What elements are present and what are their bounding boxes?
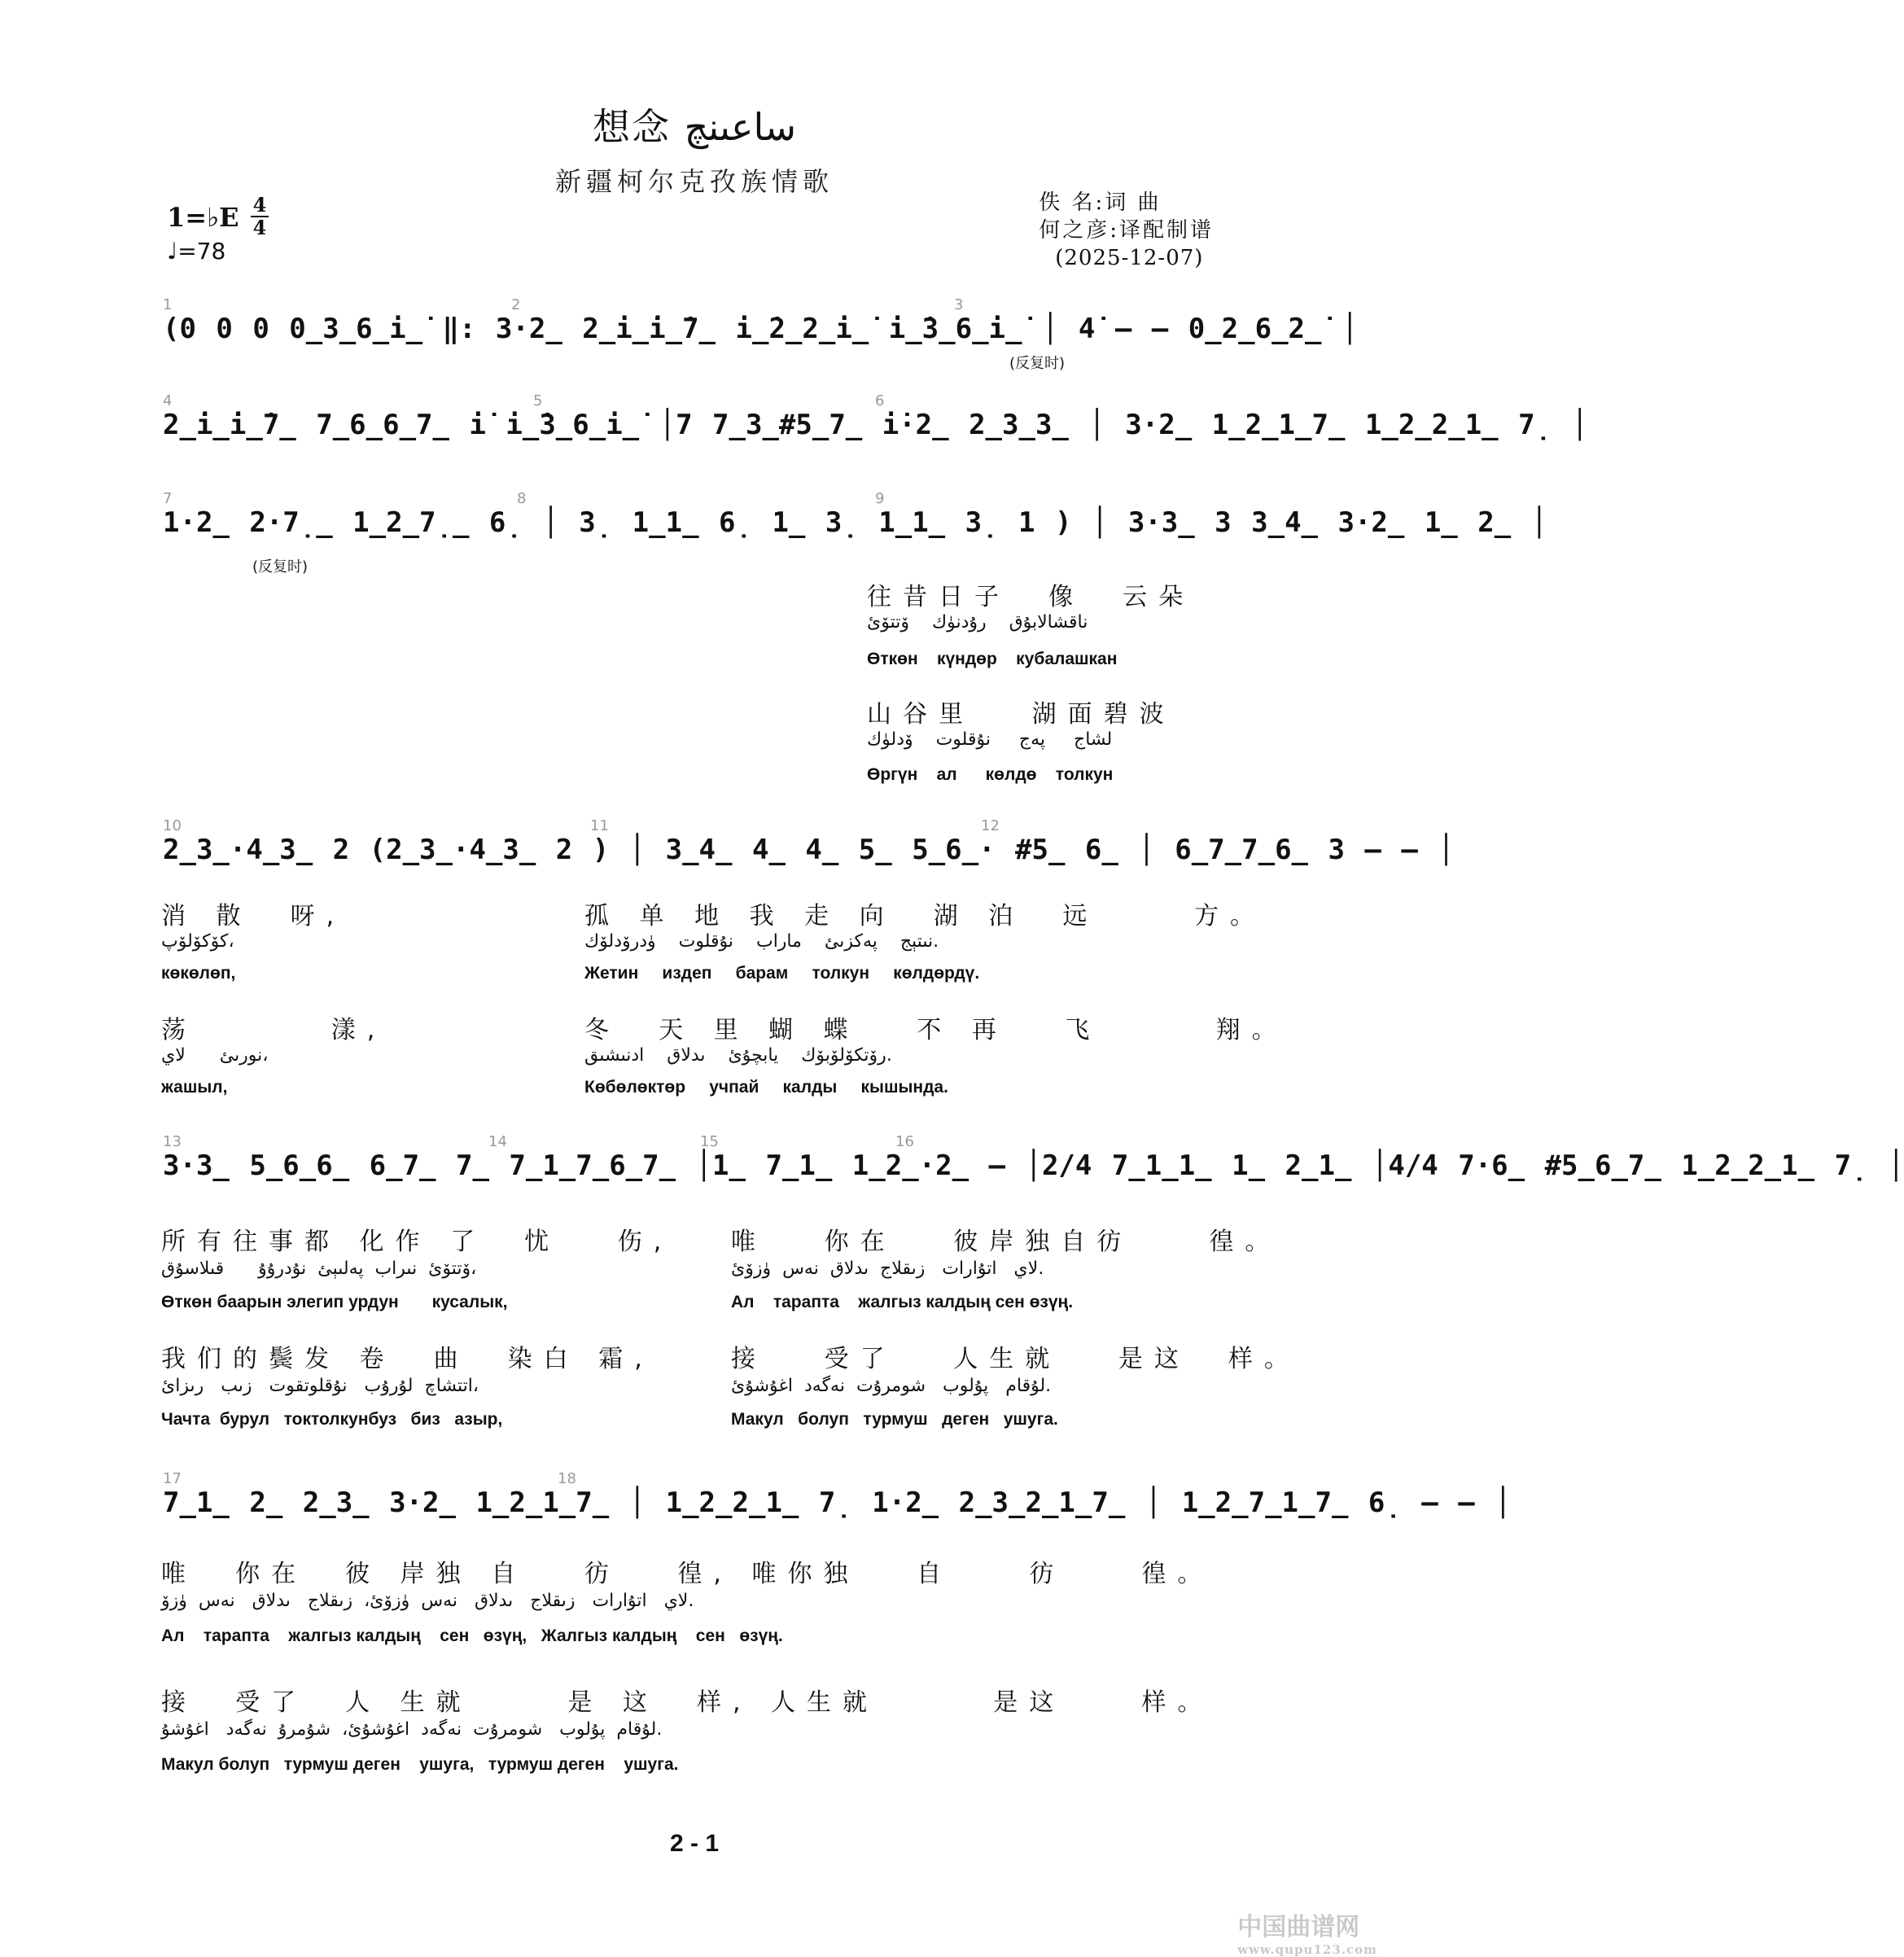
notation-line: 2̲̇i̲̇i̲̇7̲ 7̲6̲6̲7̲ i̇ i̲̇3̲6̲i̲̇ │7 7̲3̲#5̲7̲ i̇·2̲ 2̲3̲3̲ │ 3·2̲ 1̲2̲1̲7̲ 1̲2̲2̲1̲ 7̣ │ <box>163 409 1588 441</box>
lyric-uyghur: لاي اتۇارات زىقلاج ىدلاق نەس ۈزۆئ، زىقلاج ىدلاق نەس ۈزۆ. <box>161 1591 694 1611</box>
lyric-chinese: 荡 漾, <box>161 1016 387 1044</box>
page-number: 2 - 1 <box>669 1830 720 1857</box>
notation-line: 1·2̲ 2·7̣̲ 1̲2̲7̣̲ 6̣ │ 3̣ 1̲1̲ 6̣ 1̲ 3̣ 1̲1̲ 3̣ 1 ) │ 3·3̲ 3 3̲4̲ 3·2̲ 1̲ 2̲ │ <box>163 506 1548 539</box>
measure-number: 2 <box>511 296 521 313</box>
watermark-url: www.qupu123.com <box>1237 1942 1377 1957</box>
lyric-chinese: 往昔日子 像 云朵 <box>867 583 1195 611</box>
lyric-uyghur: كۆكۆلۆپ، <box>161 931 234 952</box>
repeat-note: (反复时) <box>252 558 309 576</box>
lyric-uyghur: لۇقام پۇلوب شومرۇت نەگەد اغۇشۇئ. <box>731 1376 1052 1396</box>
measure-number: 6 <box>875 392 885 409</box>
measure-number: 16 <box>895 1133 914 1150</box>
time-signature <box>251 195 269 238</box>
score-system-6 <box>163 1470 1512 1532</box>
lyric-kyrgyz: Жетин издеп барам толкун көлдөрдү. <box>584 964 980 983</box>
lyric-kyrgyz: Өткөн күндөр кубалашкан <box>867 650 1118 668</box>
lyric-kyrgyz: Ал тарапта жалгыз калдың сен өзүң. <box>731 1293 1074 1311</box>
date: (2025-12-07) <box>1055 246 1204 270</box>
score-system-3 <box>163 490 1548 576</box>
notation-line: (0 0 0 0̲3̲6̲i̲̇ ‖: 3·2̲ 2̲i̲̇i̲̇7̲ i̲̇2̲2̲i̲̇ i̲̇3̲6̲i̲̇ │ 4̇ – – 0̲2̲6̲2̲̇ │ <box>163 313 1359 345</box>
lyric-uyghur: ناقشالابۇق رۇدنۈك ۆتتۆئ <box>867 612 1088 633</box>
score-system-1 <box>163 296 1359 372</box>
notation-line: 3·3̲ 5̲6̲6̲ 6̲7̲ 7̲ 7̲1̲7̲6̲7̲ │1̲ 7̲1̲ 1̲2̲·2̲ – │2/4 7̲1̲1̲ 1̲ 2̲1̲ │4/4 7·6̲ #5̲6̲7̲ 1̲2̲2̲1̲ 7̣ │ <box>163 1149 1904 1182</box>
score-system-2 <box>163 392 1588 454</box>
lyric-chinese: 孤 单 地 我 走 向 湖 泊 远 方。 <box>584 902 1267 930</box>
lyric-chinese: 所有往事都 化作 了 忧 伤, <box>161 1228 673 1256</box>
measure-number: 10 <box>163 817 182 834</box>
lyric-kyrgyz: көкөлөп, <box>161 964 236 983</box>
lyric-chinese: 唯 你在 彼 岸独 自 彷 徨, 唯你独 自 彷 徨。 <box>161 1560 1214 1588</box>
measure-number: 3 <box>954 296 964 313</box>
lyric-kyrgyz: Макул болуп турмуш деген ушуга, турмуш деген ушуга. <box>161 1755 679 1774</box>
measure-number: 14 <box>488 1133 507 1150</box>
lyric-uyghur: رۆتكۆلۆبۆك يابچۇئ ىدلاق ادنىشىق. <box>584 1045 892 1066</box>
lyric-chinese: 唯 你在 彼岸独自彷 徨。 <box>731 1228 1281 1256</box>
lyric-kyrgyz: Чачта бурул токтолкунбуз биз азыр, <box>161 1410 503 1429</box>
meter-top: 4 <box>252 193 267 217</box>
lyric-chinese: 山谷里 湖面碧波 <box>867 700 1175 729</box>
measure-number: 7 <box>163 490 173 507</box>
key-signature: 1=♭E <box>167 202 239 233</box>
measure-number: 1 <box>163 296 173 313</box>
measure-number: 8 <box>517 490 527 507</box>
measure-number: 4 <box>163 392 173 409</box>
lyric-kyrgyz: Өргүн ал көлдө толкун <box>867 765 1114 784</box>
lyric-chinese: 我们的鬓发 卷 曲 染白 霜, <box>161 1345 654 1373</box>
lyric-chinese: 接 受了 人生就 是这 样。 <box>731 1345 1300 1373</box>
song-title: 想念 ساعىنچ <box>592 105 797 149</box>
lyric-uyghur: لشاج پەج نۇقلوت ۆدلۈك <box>867 729 1113 750</box>
measure-number: 15 <box>700 1133 719 1150</box>
lyric-kyrgyz: жашыл, <box>161 1078 228 1097</box>
credit-arranger: 何之彦:译配制谱 <box>1039 218 1214 243</box>
notation-line: 2̲3̲·4̲3̲ 2 (2̲3̲·4̲3̲ 2 ) │ 3̲4̲ 4̲ 4̲ 5̲ 5̲6̲· #5̲ 6̲ │ 6̲7̲7̲6̲ 3 – – │ <box>163 834 1455 866</box>
lyric-kyrgyz: Көбөлөктөр учпай калды кышында. <box>584 1078 948 1097</box>
repeat-note: (反复时) <box>1009 355 1066 372</box>
meter-bottom: 4 <box>252 216 267 239</box>
measure-number: 13 <box>163 1133 182 1150</box>
lyric-chinese: 冬 天 里 蝴 蝶 不 再 飞 翔。 <box>584 1016 1288 1044</box>
lyric-kyrgyz: Ал тарапта жалгыз калдың сен өзүң, Жалгыз калдың сен өзүң. <box>161 1626 783 1645</box>
tempo-marking: ♩=78 <box>167 238 226 265</box>
lyric-chinese: 接 受了 人 生就 是 这 样, 人生就 是这 样。 <box>161 1688 1214 1717</box>
measure-number: 11 <box>590 817 609 834</box>
score-system-4 <box>163 817 1455 879</box>
measure-number: 12 <box>981 817 1000 834</box>
lyric-uyghur: ۆتتۆئ نىراب پەلىېئ نۇدرۇۇ قىلاسۇق، <box>161 1259 477 1279</box>
credits <box>1039 189 1214 272</box>
measure-number: 5 <box>533 392 543 409</box>
lyric-chinese: 消 散 呀, <box>161 902 346 930</box>
watermark-text: 中国曲谱网 <box>1237 1913 1360 1942</box>
notation-line: 7̲1̲ 2̲ 2̲3̲ 3·2̲ 1̲2̲1̲7̲ │ 1̲2̲2̲1̲ 7̣ 1·2̲ 2̲3̲2̲1̲7̲ │ 1̲2̲7̲1̲7̲ 6̣ – – │ <box>163 1486 1512 1519</box>
lyric-uyghur: نىتېج پەكزىئ ماراب نۇقلوت ۈدرۆدلۆك. <box>584 931 939 952</box>
lyric-kyrgyz: Макул болуп турмуш деген ушуга. <box>731 1410 1058 1429</box>
song-subtitle: 新疆柯尔克孜族情歌 <box>554 166 834 197</box>
lyric-uyghur: لاي اتۇارات زىقلاج ىدلاق نەس ۈزۆئ. <box>731 1259 1044 1279</box>
measure-number: 9 <box>875 490 885 507</box>
credit-lyrics: 佚 名:词 曲 <box>1039 190 1162 215</box>
lyric-uyghur: نورىئ لاي، <box>161 1045 269 1066</box>
watermark-logo <box>1237 1907 1377 1957</box>
measure-number: 18 <box>558 1470 576 1487</box>
score-system-5 <box>163 1133 1904 1195</box>
lyric-uyghur: لۇقام پۇلوب شومرۇت نەگەد اغۇشۇئ، شۇمرۇ نەگەد اغۇشۇ. <box>161 1719 663 1740</box>
lyric-kyrgyz: Өткөн баарын элегип урдун кусалык, <box>161 1293 508 1311</box>
lyric-uyghur: اتتشاچ لۇرۇب نۇقلوتقوت زىب رىزائ، <box>161 1376 479 1396</box>
measure-number: 17 <box>163 1470 182 1487</box>
